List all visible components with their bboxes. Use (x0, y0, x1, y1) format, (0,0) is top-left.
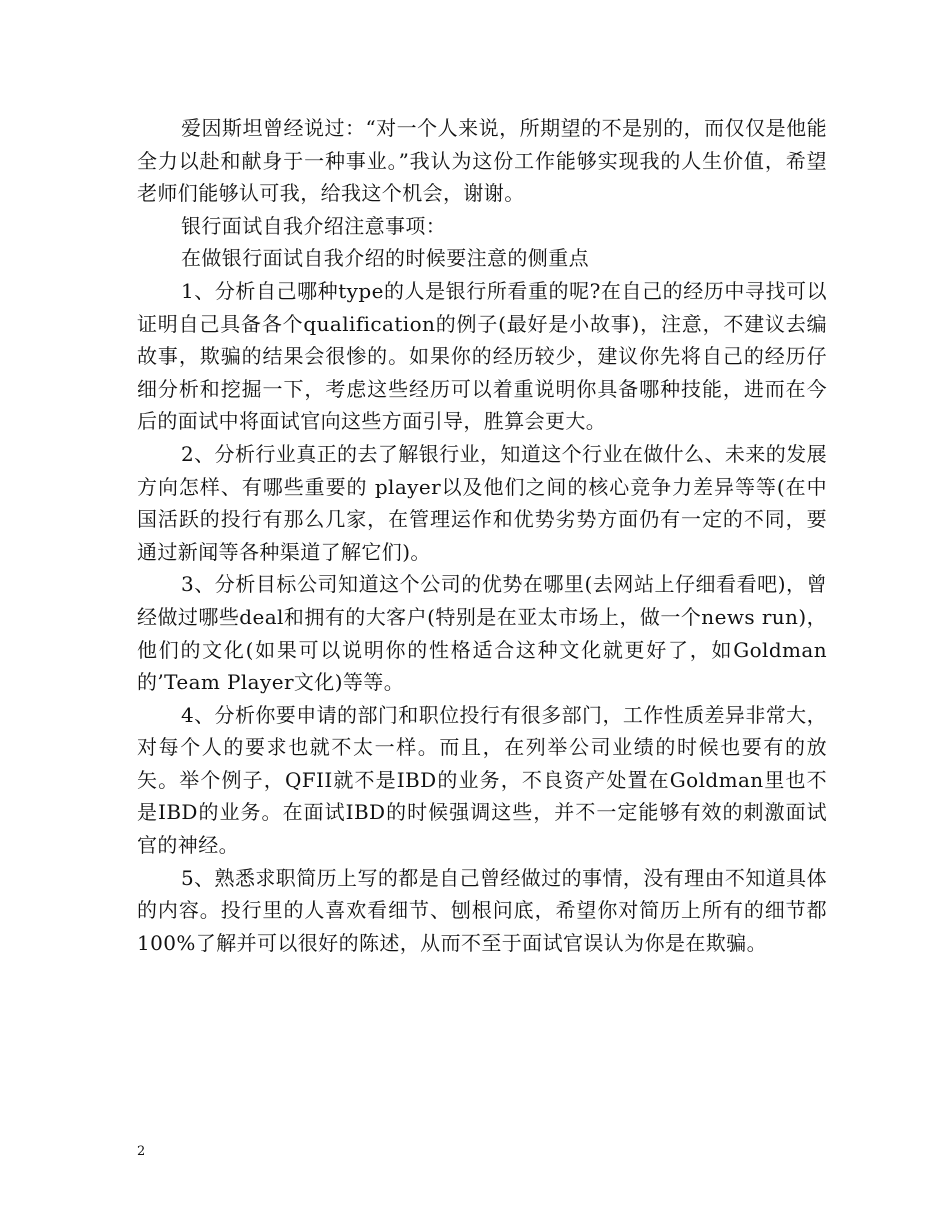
paragraph-subheading: 在做银行面试自我介绍的时候要注意的侧重点 (181, 246, 589, 271)
paragraph-point-4: 4、分析你要申请的部门和职位投行有很多部门，工作性质差异非常大，对每个人的要求也就不太一样。而且，在列举公司业绩的时候也要有的放矢。举个例子，QFII就不是IBD的业务，不良资产处置在Goldman里也不是IBD的业务。在面试IBD的时候强调这些，并不一定能够有效的刺激面试官的神经。 (137, 702, 827, 858)
paragraph-point-5: 5、熟悉求职简历上写的都是自己曾经做过的事情，没有理由不知道具体的内容。投行里的人喜欢看细节、刨根问底，希望你对简历上所有的细节都100%了解并可以很好的陈述，从而不至于面试官误认为你是在欺骗。 (137, 865, 827, 955)
paragraph-einstein-quote: 爱因斯坦曾经说过：“对一个人来说，所期望的不是别的，而仅仅是他能全力以赴和献身于一种事业。”我认为这份工作能够实现我的人生价值，希望老师们能够认可我，给我这个机会，谢谢。 (137, 116, 827, 206)
page-number: 2 (137, 1144, 146, 1159)
paragraph-section-heading: 银行面试自我介绍注意事项： (181, 213, 447, 238)
paragraph-point-2: 2、分析行业真正的去了解银行业，知道这个行业在做什么、未来的发展方向怎样、有哪些重要的 player以及他们之间的核心竞争力差异等等(在中国活跃的投行有那么几家，在管理运作和优势劣势方面仍有一定的不同，要通过新闻等各种渠道了解它们)。 (137, 441, 827, 564)
paragraph-point-1: 1、分析自己哪种type的人是银行所看重的呢?在自己的经历中寻找可以证明自己具备各个qualification的例子(最好是小故事)，注意，不建议去编故事，欺骗的结果会很惨的。如果你的经历较少，建议你先将自己的经历仔细分析和挖掘一下，考虑这些经历可以着重说明你具备哪种技能，进而在今后的面试中将面试官向这些方面引导，胜算会更大。 (137, 278, 827, 434)
document-body (137, 112, 827, 959)
paragraph-point-3: 3、分析目标公司知道这个公司的优势在哪里(去网站上仔细看看吧)，曾经做过哪些deal和拥有的大客户(特别是在亚太市场上，做一个news run)，他们的文化(如果可以说明你的性格适合这种文化就更好了，如Goldman的’Team Player文化)等等。 (137, 572, 827, 695)
